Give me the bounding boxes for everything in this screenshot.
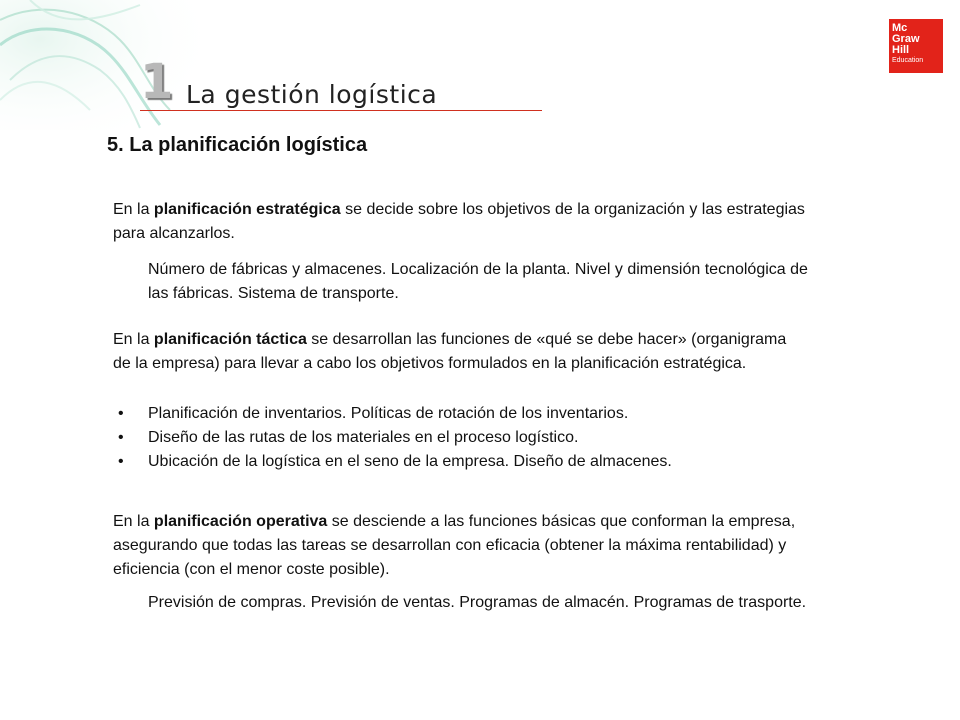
title-divider: [140, 110, 542, 111]
operational-paragraph: [113, 510, 813, 582]
section-title: 5. La planificación logística: [107, 134, 368, 156]
operational-prefix: En la: [113, 513, 154, 530]
bullet-text: Ubicación de la logística en el seno de la empresa. Diseño de almacenes.: [148, 453, 672, 470]
strategic-term: planificación estratégica: [153, 201, 341, 218]
bullet-icon: •: [118, 405, 124, 422]
tactical-bullet-list: [118, 402, 672, 474]
list-item: [118, 402, 672, 426]
operational-term: planificación operativa: [153, 513, 328, 530]
strategic-prefix: En la: [113, 201, 154, 218]
logo-line: Hill: [892, 44, 910, 56]
logo-line: Graw: [892, 33, 920, 45]
bullet-icon: •: [118, 453, 124, 470]
operational-text: se desciende a las funciones básicas que conforman la empresa, asegurando que todas las tareas se desarrollan con eficacia (obtener la máxima rentabilidad) y eficiencia (con el menor coste posible).: [113, 513, 796, 578]
strategic-paragraph: [113, 198, 813, 246]
tactical-paragraph: [113, 328, 803, 376]
operational-detail: Previsión de compras. Previsión de ventas. Programas de almacén. Programas de trasporte.: [148, 594, 807, 611]
bullet-text: Planificación de inventarios. Políticas de rotación de los inventarios.: [148, 405, 629, 422]
bullet-icon: •: [118, 429, 124, 446]
logo-line: Education: [892, 57, 924, 64]
mcgraw-hill-logo: [889, 19, 943, 73]
strategic-text: se decide sobre los objetivos de la organización y las estrategias para alcanzarlos.: [113, 201, 805, 242]
logo-line: Mc: [892, 22, 908, 34]
list-item: [118, 426, 672, 450]
tactical-term: planificación táctica: [153, 331, 307, 348]
tactical-text: se desarrollan las funciones de «qué se debe hacer» (organigrama de la empresa) para llevar a cabo los objetivos formulados en la planificación estratégica.: [113, 331, 787, 372]
strategic-detail: Número de fábricas y almacenes. Localización de la planta. Nivel y dimensión tecnológica de las fábricas. Sistema de transporte.: [148, 261, 808, 302]
chapter-number: 1: [140, 54, 174, 110]
chapter-title: La gestión logística: [186, 80, 438, 109]
bullet-text: Diseño de las rutas de los materiales en el proceso logístico.: [148, 429, 579, 446]
tactical-prefix: En la: [113, 331, 154, 348]
list-item: [118, 450, 672, 474]
